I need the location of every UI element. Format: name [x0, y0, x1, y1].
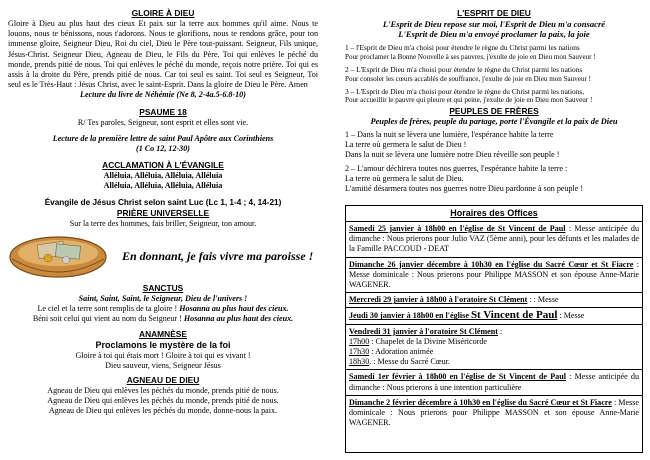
offices-title: Horaires des Offices [450, 208, 538, 218]
sanctus-line3: Béni soit celui qui vient au nom du Seigneur ! Hosanna au plus haut des cieux. [32, 314, 294, 324]
peuples-refrain: Peuples de frères, peuple du partage, porte l'Évangile et la paix de Dieu [370, 116, 618, 126]
office-entry-6: Samedi 1er février à 18h00 en l'église de St Vincent de Paul : Messe anticipée du dimanche : Nous prierons à une intention particulière [349, 372, 639, 392]
acclamation-line1: Alléluia, Alléluia, Alléluia, Alléluia [103, 171, 223, 181]
office-entry-4: Jeudi 30 janvier à 18h00 en l'église St Vincent de Paul : Messe [349, 309, 585, 322]
office-entry-1: Samedi 25 janvier à 18h00 en l'église de St Vincent de Paul : Messe anticipée du dimanche : Nous prierons pour Julio VAZ (5ème anni), pour les défunts et les malades de la Famille PACCOUD - DEAT [349, 224, 639, 254]
esprit-v2b: Pour consoler les cœurs accablés de souffrance, j'exulte de joie en Dieu mon Sauveur ! [345, 74, 591, 83]
reading2-line1: Lecture de la première lettre de saint Paul Apôtre aux Corinthiens [52, 133, 274, 143]
peuples-v2b: La terre où germera le salut de Dieu. [345, 173, 464, 183]
peuples-v2c: L'amitié désarmera toutes nos guerres notre Dieu pardonne à son peuple ! [345, 184, 584, 194]
esprit-line2: L'Esprit de Dieu m'a envoyé proclamer la paix, la joie [398, 29, 590, 40]
left-column [8, 8, 318, 417]
acclamation-title: ACCLAMATION À L'ÉVANGILE [102, 160, 224, 171]
agneau-line3: Agneau de Dieu qui enlèves les péchés du monde, donne-nous la paix. [48, 406, 278, 416]
esprit-v1a: 1 – l'Esprit de Dieu m'a choisi pour étendre le règne du Christ parmi les nations [345, 43, 580, 53]
sanctus-line2: Le ciel et la terre sont remplis de ta gloire ! Hosanna au plus haut des cieux. [37, 304, 289, 314]
prayer-text: Sur la terre des hommes, fais briller, Seigneur, ton amour. [69, 218, 257, 228]
gospel-ref: Évangile de Jésus Christ selon saint Luc (Lc 1, 1-4 ; 4, 14-21) [44, 197, 282, 207]
psalm-title: PSAUME 18 [139, 106, 187, 117]
right-column [345, 8, 643, 194]
agneau-title: AGNEAU DE DIEU [126, 375, 200, 386]
anamnese-line1: Gloire à toi qui étais mort ! Gloire à toi qui es vivant ! [75, 350, 251, 360]
office-entry-3: Mercredi 29 janvier à 18h00 à l'oratoire St Clément : : Messe [349, 295, 559, 305]
offering-basket-icon [8, 233, 108, 279]
peuples-v1b: La terre où germera le salut de Dieu ! [345, 140, 467, 150]
offices-box [345, 205, 643, 453]
reading1: Lecture du livre de Néhémie (Ne 8, 2-4a.5-6.8-10) [80, 90, 246, 100]
office-entry-5: Vendredi 31 janvier à l'oratoire St Clément : 17h00 : Chapelet de la Divine Miséricorde 17h30 : Adoration animée 18h30. : Messe du Sacré Cœur. [349, 326, 503, 367]
esprit-v2a: 2 – L'Esprit de Dieu m'a choisi pour étendre le règne du Christ parmi les nations [345, 65, 583, 75]
gloire-title: GLOIRE À DIEU [131, 8, 195, 18]
donation-slogan: En donnant, je fais vivre ma paroisse ! [122, 248, 314, 263]
esprit-v1b: Pour proclamer la Bonne Nouvelle à ses pauvres, j'exulte de joie en Dieu mon Sauveur ! [345, 52, 596, 61]
agneau-line2: Agneau de Dieu qui enlèves les péchés du monde, prends pitié de nous. [47, 396, 279, 406]
agneau-line1: Agneau de Dieu qui enlèves les péchés du monde, prends pitié de nous. [47, 386, 279, 396]
anamnese-line2: Dieu sauveur, viens, Seigneur Jésus [105, 360, 221, 370]
esprit-line1: L'Esprit de Dieu repose sur moi, l'Esprit de Dieu m'a consacré [382, 19, 606, 29]
prayer-title: PRIÈRE UNIVERSELLE [116, 207, 210, 218]
anamnese-title: ANAMNÈSE [139, 328, 187, 339]
office-entry-2: Dimanche 26 janvier décembre à 10h30 en l'église du Sacré Cœur et St Fiacre : Messe dominicale : Nous prierons pour Philippe MASSON et son épouse Anne-Marie WAGENER. [349, 259, 639, 290]
acclamation-line2: Alléluia, Alléluia, Alléluia, Alléluia [103, 181, 223, 191]
esprit-v3b: Pour accueillir le pauvre qui pleure et qui peine, j'exulte de joie en Dieu mon Sauveur ! [345, 96, 593, 105]
esprit-title: L'ESPRIT DE DIEU [457, 8, 531, 18]
sanctus-title: SANCTUS [142, 283, 184, 294]
esprit-v3a: 3 – L'Esprit de Dieu m'a choisi pour étendre le règne du Christ parmi les nations, [345, 87, 585, 97]
psalm-refrain: R/ Tes paroles, Seigneur, sont esprit et elles sont vie. [77, 117, 249, 127]
peuples-v2a: 2 – L'amour déchirera toutes nos guerres, l'espérance habite la terre : [345, 163, 568, 173]
reading2-line2: (1 Co 12, 12-30) [136, 144, 190, 154]
anamnese-subtitle: Proclamons le mystère de la foi [95, 339, 231, 350]
peuples-v1c: Dans la nuit se lèvera une lumière notre Dieu réveille son peuple ! [345, 150, 560, 160]
sanctus-line1: Saint, Saint, Saint, le Seigneur, Dieu de l'univers ! [78, 294, 248, 304]
office-entry-7: Dimanche 2 février décembre à 10h30 en l'église du Sacré Cœur et St Fiacre : Messe dominicale : Nous prierons pour Philippe MASSON et son épouse Anne-Marie WAGENER. [349, 397, 639, 428]
peuples-title: PEUPLES DE FRÈRES [449, 105, 539, 116]
peuples-v1a: 1 – Dans la nuit se lèvera une lumière, l'espérance habite la terre [345, 130, 554, 140]
gloire-text: Gloire à Dieu au plus haut des cieux Et paix sur la terre aux hommes qu'il aime. Nous te louons, nous te bénissons, nous t'adorons. Nous te glorifions, nous te rendons grâce, pour ton immense gloire, Seigneur Dieu, Roi du ciel, Dieu le Père tout-puissant. Seigneur, Fils unique, Jésus-Christ. Seigneur Dieu, Agneau de Dieu, le Fils du Père. Toi qui enlèves le péché du monde, prends pitié de nous. Toi qui enlèves le péché du monde, reçois notre prière. Toi qui es assis à la droite du Père, prends pitié de nous. Car toi seul es saint. Toi seul es Seigneur, Toi seul es le Très-Haut : Jésus Christ, avec le saint-Esprit. Dans la gloire de Dieu le Père. Amen [8, 19, 318, 90]
